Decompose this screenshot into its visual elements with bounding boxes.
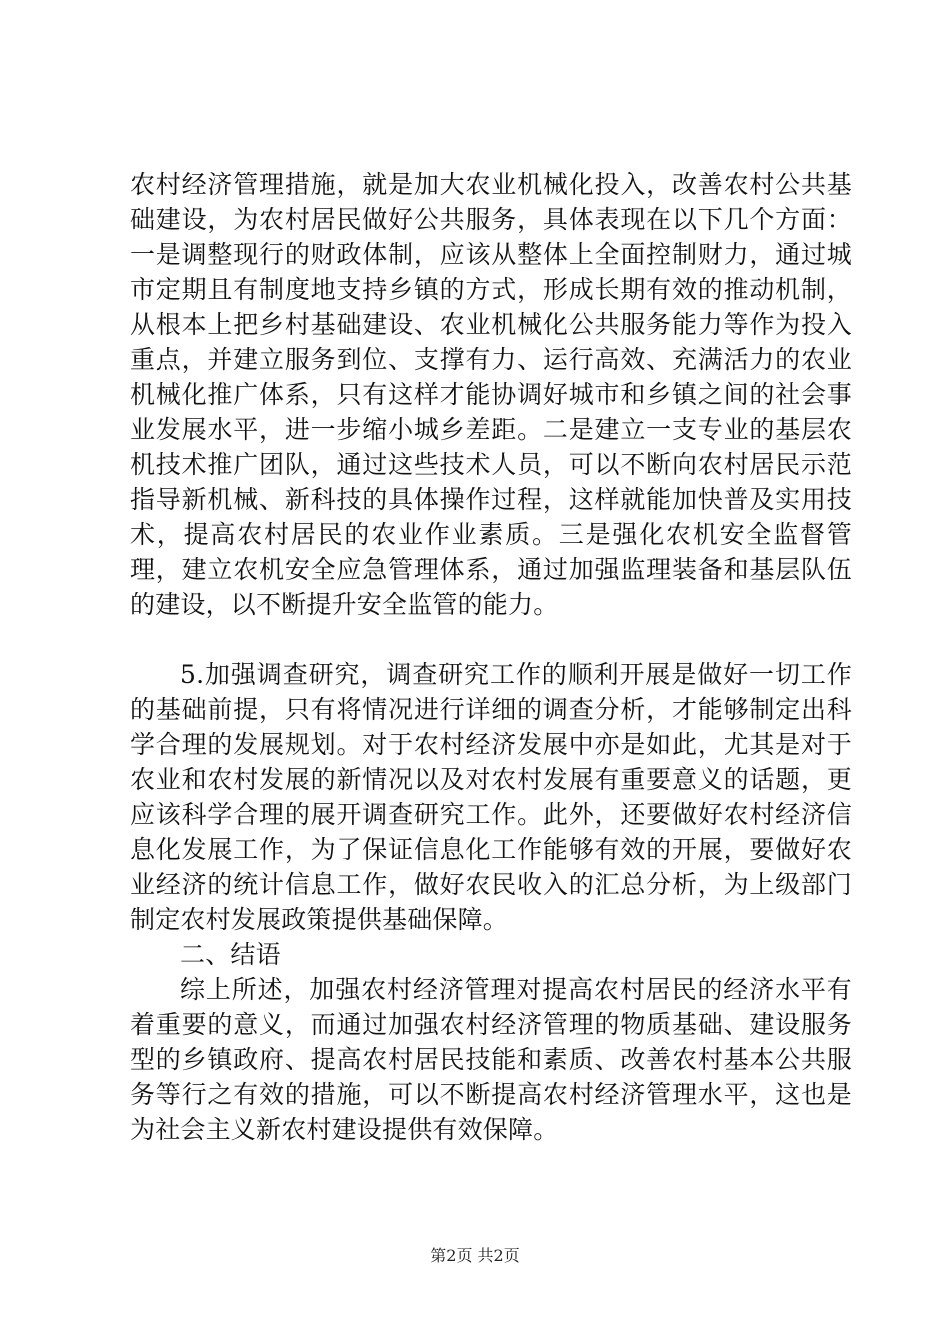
paragraph-agricultural-mechanization: 农村经济管理措施，就是加大农业机械化投入，改善农村公共基础建设，为农村居民做好公共服务，具体表现在以下几个方面：一是调整现行的财政体制，应该从整体上全面控制财力，通过城市定期且有制度地支持乡镇的方式，形成长期有效的推动机制，从根本上把乡村基础建设、农业机械化公共服务能力等作为投入重点，并建立服务到位、支撑有力、运行高效、充满活力的农业机械化推广体系，只有这样才能协调好城市和乡镇之间的社会事业发展水平，进一步缩小城乡差距。二是建立一支专业的基层农机技术推广团队，通过这些技术人员，可以不断向农村居民示范指导新机械、新科技的具体操作过程，这样就能加快普及实用技术，提高农村居民的农业作业素质。三是强化农机安全监督管理，建立农机安全应急管理体系，通过加强监理装备和基层队伍的建设，以不断提升安全监管的能力。 [130,170,852,619]
paragraph-conclusion: 综上所述，加强农村经济管理对提高农村居民的经济水平有着重要的意义，而通过加强农村经济管理的物质基础、建设服务型的乡镇政府、提高农村居民技能和素质、改善农村基本公共服务等行之有效的措施，可以不断提高农村经济管理水平，这也是为社会主义新农村建设提供有效保障。 [130,975,852,1144]
page-number-footer: 第2页 共2页 [430,1246,520,1265]
paragraph-investigation-research: 5.加强调查研究，调查研究工作的顺利开展是做好一切工作的基础前提，只有将情况进行详细的调查分析，才能够制定出科学合理的发展规划。对于农村经济发展中亦是如此，尤其是对于农业和农村发展的新情况以及对农村发展有重要意义的话题，更应该科学合理的展开调查研究工作。此外，还要做好农村经济信息化发展工作，为了保证信息化工作能够有效的开展，要做好农业经济的统计信息工作，做好农民收入的汇总分析，为上级部门制定农村发展政策提供基础保障。 [130,660,852,934]
section-heading-conclusion: 二、结语 [180,940,281,969]
document-body [130,167,852,1147]
